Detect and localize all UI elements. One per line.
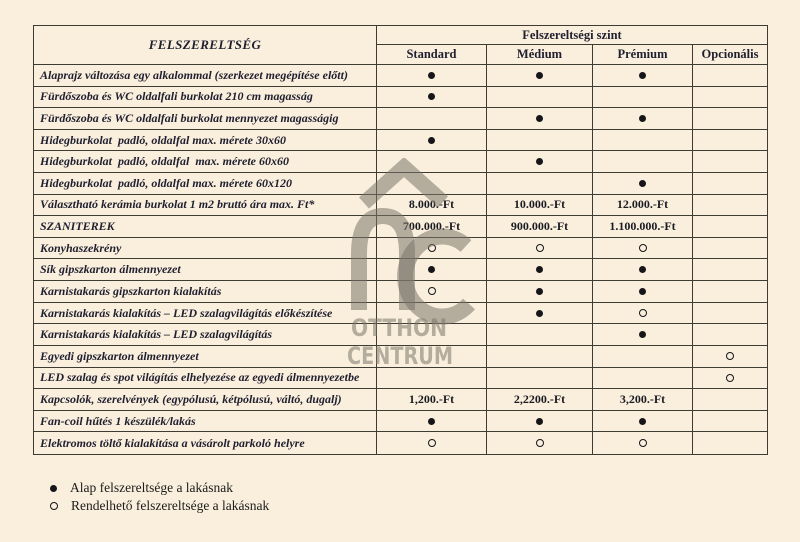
- filled-dot-icon: [536, 158, 543, 165]
- filled-dot-icon: [536, 115, 543, 122]
- table-cell: [693, 259, 767, 281]
- filled-dot-icon: [536, 266, 543, 273]
- table-cell: [693, 173, 767, 195]
- watermark-line2: CENTRUM: [347, 342, 453, 370]
- table-cell: [377, 411, 487, 433]
- table-cell: [487, 368, 593, 390]
- row-label: Fürdőszoba és WC oldalfali burkolat mennyezet magasságig: [34, 108, 377, 130]
- table-cell: [593, 238, 693, 260]
- table-cell: [593, 259, 693, 281]
- table-cell: [487, 151, 593, 173]
- table-cell: [693, 108, 767, 130]
- filled-dot-icon: [428, 137, 435, 144]
- table-cell: [593, 65, 693, 87]
- table-cell: [693, 130, 767, 152]
- row-label: Karnistakarás gipszkarton kialakítás: [34, 281, 377, 303]
- filled-dot-icon: [639, 180, 646, 187]
- table-cell: [487, 65, 593, 87]
- row-label: Konyhaszekrény: [34, 238, 377, 260]
- table-cell: [593, 432, 693, 454]
- table-cell: [487, 346, 593, 368]
- table-cell: [487, 324, 593, 346]
- row-label: Sík gipszkarton álmennyezet: [34, 259, 377, 281]
- table-cell: [693, 389, 767, 411]
- table-cell: [593, 130, 693, 152]
- legend-item: [50, 481, 269, 495]
- filled-dot-icon: [428, 72, 435, 79]
- table-cell: [693, 281, 767, 303]
- table-cell: 900.000.-Ft: [487, 216, 593, 238]
- table-cell: [377, 87, 487, 109]
- table-cell: [377, 303, 487, 325]
- table-cell: [593, 346, 693, 368]
- table-cell: 3,200.-Ft: [593, 389, 693, 411]
- table-cell: 2,2200.-Ft: [487, 389, 593, 411]
- open-dot-icon: [50, 502, 58, 510]
- table-cell: 1,200.-Ft: [377, 389, 487, 411]
- table-cell: 700.000.-Ft: [377, 216, 487, 238]
- table-cell: [377, 259, 487, 281]
- row-label: LED szalag és spot világítás elhelyezése az egyedi álmennyezetbe: [34, 368, 377, 390]
- open-dot-icon: [639, 244, 647, 252]
- row-label: Fan-coil hűtés 1 készülék/lakás: [34, 411, 377, 433]
- filled-dot-icon: [639, 331, 646, 338]
- table-cell: [487, 411, 593, 433]
- table-cell: [693, 216, 767, 238]
- table-cell: [377, 173, 487, 195]
- filled-dot-icon: [536, 310, 543, 317]
- table-cell: [693, 432, 767, 454]
- open-dot-icon: [428, 439, 436, 447]
- table-cell: [377, 108, 487, 130]
- table-cell: [377, 346, 487, 368]
- row-label: Hidegburkolat padló, oldalfal max. mérete 60x60: [34, 151, 377, 173]
- row-label: Kapcsolók, szerelvények (egypólusú, kétpólusú, váltó, dugalj): [34, 389, 377, 411]
- watermark-line1: OTTHON: [351, 314, 447, 342]
- table-cell: [693, 151, 767, 173]
- table-cell: [593, 303, 693, 325]
- table-cell: [593, 411, 693, 433]
- table-cell: 12.000.-Ft: [593, 195, 693, 217]
- table-cell: [693, 411, 767, 433]
- table-cell: [377, 324, 487, 346]
- row-label: Fürdőszoba és WC oldalfali burkolat 210 cm magasság: [34, 87, 377, 109]
- table-cell: [487, 87, 593, 109]
- table-cell: [487, 303, 593, 325]
- table-cell: [487, 173, 593, 195]
- row-label: Elektromos töltő kialakítása a vásárolt parkoló helyre: [34, 432, 377, 454]
- table-cell: [377, 238, 487, 260]
- equipment-column-header: FELSZERELTSÉG: [34, 26, 377, 65]
- table-cell: [487, 108, 593, 130]
- table-cell: [377, 368, 487, 390]
- table-cell: [693, 368, 767, 390]
- open-dot-icon: [726, 374, 734, 382]
- table-cell: [377, 281, 487, 303]
- table-cell: [693, 65, 767, 87]
- row-label: Hidegburkolat padló, oldalfal max. mérete 60x120: [34, 173, 377, 195]
- table-cell: [593, 151, 693, 173]
- table-cell: [377, 432, 487, 454]
- filled-dot-icon: [639, 266, 646, 273]
- equipment-table: [33, 25, 768, 455]
- row-label: Választható kerámia burkolat 1 m2 bruttó ára max. Ft*: [34, 195, 377, 217]
- filled-dot-icon: [536, 418, 543, 425]
- open-dot-icon: [536, 244, 544, 252]
- open-dot-icon: [639, 309, 647, 317]
- open-dot-icon: [536, 439, 544, 447]
- filled-dot-icon: [639, 72, 646, 79]
- legend-text: Alap felszereltsége a lakásnak: [70, 480, 234, 495]
- table-cell: [693, 324, 767, 346]
- filled-dot-icon: [428, 266, 435, 273]
- row-label: Karnistakarás kialakítás – LED szalagvilágítás előkészítése: [34, 303, 377, 325]
- legend-text: Rendelhető felszereltsége a lakásnak: [71, 498, 270, 513]
- filled-dot-icon: [639, 418, 646, 425]
- filled-dot-icon: [50, 485, 57, 492]
- table-cell: [487, 281, 593, 303]
- legend: [50, 481, 269, 517]
- row-label: Alaprajz változása egy alkalommal (szerkezet megépítése előtt): [34, 65, 377, 87]
- table-cell: [487, 259, 593, 281]
- table-cell: [593, 324, 693, 346]
- row-label: SZANITEREK: [34, 216, 377, 238]
- table-cell: [377, 151, 487, 173]
- table-cell: [593, 87, 693, 109]
- row-label: Hidegburkolat padló, oldalfal max. mérete 30x60: [34, 130, 377, 152]
- table-cell: 8.000.-Ft: [377, 195, 487, 217]
- table-cell: [377, 130, 487, 152]
- table-cell: [593, 173, 693, 195]
- open-dot-icon: [639, 439, 647, 447]
- filled-dot-icon: [639, 115, 646, 122]
- legend-item: [50, 499, 269, 513]
- table-cell: 10.000.-Ft: [487, 195, 593, 217]
- filled-dot-icon: [428, 418, 435, 425]
- filled-dot-icon: [536, 288, 543, 295]
- open-dot-icon: [726, 352, 734, 360]
- table-cell: 1.100.000.-Ft: [593, 216, 693, 238]
- table-cell: [487, 432, 593, 454]
- column-header-premium: Prémium: [593, 45, 693, 65]
- table-cell: [487, 130, 593, 152]
- table-cell: [377, 65, 487, 87]
- table-cell: [693, 238, 767, 260]
- table-cell: [693, 87, 767, 109]
- table-cell: [593, 281, 693, 303]
- table-cell: [593, 108, 693, 130]
- table-cell: [487, 238, 593, 260]
- filled-dot-icon: [428, 93, 435, 100]
- row-label: Egyedi gipszkarton álmennyezet: [34, 346, 377, 368]
- column-header-standard: Standard: [377, 45, 487, 65]
- open-dot-icon: [428, 287, 436, 295]
- table-cell: [693, 303, 767, 325]
- column-header-medium: Médium: [487, 45, 593, 65]
- filled-dot-icon: [536, 72, 543, 79]
- row-label: Karnistakarás kialakítás – LED szalagvilágítás: [34, 324, 377, 346]
- column-header-opcionalis: Opcionális: [693, 45, 767, 65]
- level-group-header: Felszereltségi szint: [377, 26, 767, 45]
- filled-dot-icon: [639, 288, 646, 295]
- table-cell: [693, 346, 767, 368]
- open-dot-icon: [428, 244, 436, 252]
- table-cell: [693, 195, 767, 217]
- table-cell: [593, 368, 693, 390]
